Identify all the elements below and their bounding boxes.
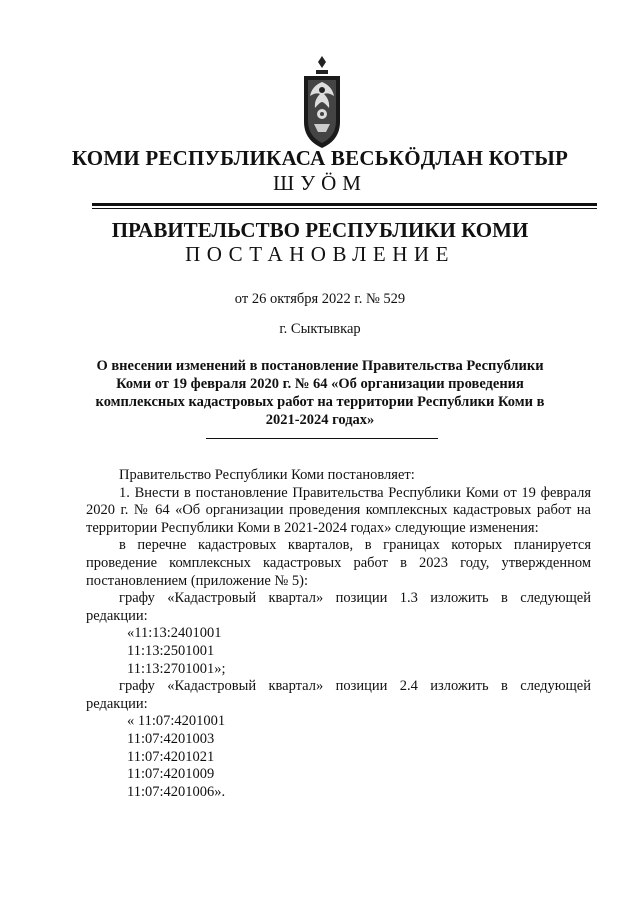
komi-document-type: ШУÖМ: [273, 171, 367, 195]
body-item-1-sub: в перечне кадастровых кварталов, в границах которых планируется проведение комплексных кадастровых работ в 2023 году, утвержденном постановлением (приложение № 5):: [86, 537, 591, 589]
document-date-number: от 26 октября 2022 г. № 529: [234, 291, 406, 307]
komi-government-title: КОМИ РЕСПУБЛИКАСА ВЕСЬКÖДЛАН КОТЫР: [71, 146, 569, 170]
document-body: [86, 467, 591, 801]
document-city: г. Сыктывкар: [279, 321, 361, 337]
header-divider-thin: [92, 208, 597, 209]
body-column-1-3: графу «Кадастровый квартал» позиции 1.3 изложить в следующей редакции:: [86, 590, 591, 624]
cadastral-code: 11:07:4201006».: [127, 783, 226, 800]
document-title: О внесении изменений в постановление Правительства Республики Коми от 19 февраля 2020 г. № 64 «Об организации проведения комплексных кадастровых работ на территории Республики Коми в 2021-2024 годах»: [95, 358, 545, 428]
komi-coat-of-arms-icon: [298, 52, 346, 150]
cadastral-code: 11:13:2501001: [127, 642, 215, 659]
cadastral-code: 11:07:4201003: [127, 730, 215, 747]
body-intro: Правительство Республики Коми постановляет:: [119, 467, 415, 483]
russian-government-title: ПРАВИТЕЛЬСТВО РЕСПУБЛИКИ КОМИ: [111, 218, 529, 242]
cadastral-code: 11:07:4201009: [127, 766, 215, 783]
cadastral-code: «11:13:2401001: [127, 625, 222, 642]
body-column-2-4: графу «Кадастровый квартал» позиции 2.4 изложить в следующей редакции:: [86, 678, 591, 712]
cadastral-code: « 11:07:4201001: [127, 713, 226, 730]
body-item-1: 1. Внести в постановление Правительства Республики Коми от 19 февраля 2020 г. № 64 «Об организации проведения комплексных кадастровых работ на территории Республики Коми в 2021-2024 годах» следующие изменения:: [86, 484, 591, 536]
title-underline: [206, 438, 438, 439]
cadastral-code: 11:07:4201021: [127, 748, 215, 765]
cadastral-code: 11:13:2701001»;: [127, 660, 226, 677]
russian-document-type: ПОСТАНОВЛЕНИЕ: [185, 242, 455, 266]
header-divider-thick: [92, 203, 597, 206]
